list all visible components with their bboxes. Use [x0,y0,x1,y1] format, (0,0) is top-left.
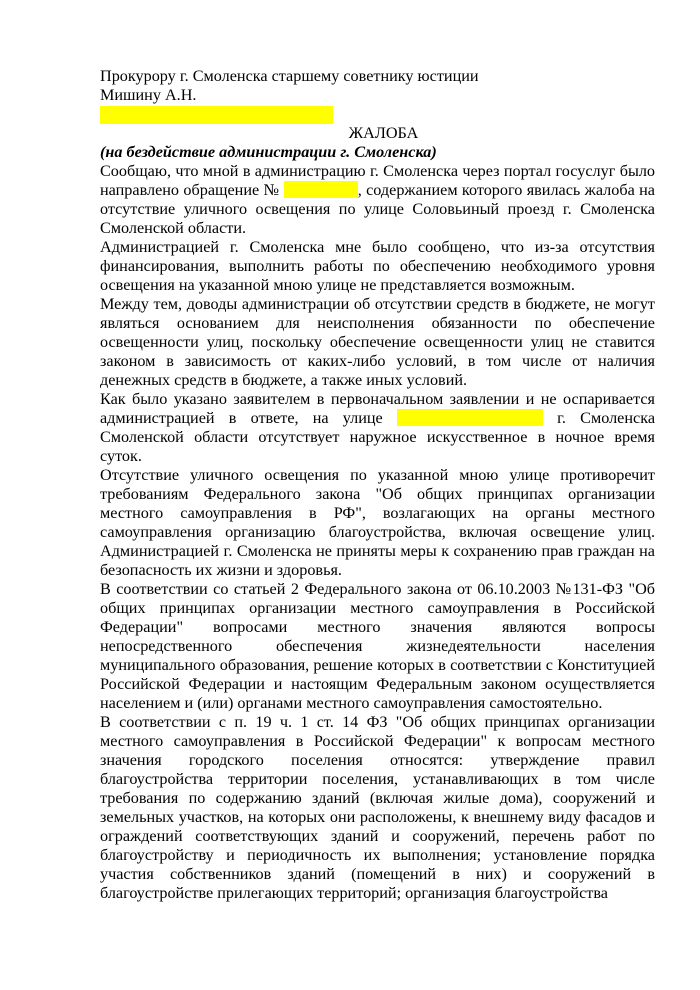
addressee-line-2: Мишину А.Н. [100,86,197,104]
complaint-document [100,67,655,903]
redacted-request-number [284,181,358,198]
paragraph-1-end: , содержанием которого явилась жалоба на отсутствие уличного освещения по улице Соловьиный проезд г. Смоленска Смоленской области. [100,181,655,237]
paragraph-1 [100,162,655,238]
paragraph-4-end: г. Смоленска Смоленской области отсутствует наружное искусственное в ночное время суток. [100,409,656,465]
paragraph-5: Отсутствие уличного освещения по указанной мною улице противоречит требованиям Федерального закона "Об общих принципах организации местного самоуправления в РФ", возлагающих на органы местного самоуправления организацию благоустройства, включая освещение улиц. Администрацией г. Смоленска не приняты меры к сохранению прав граждан на безопасность их жизни и здоровья. [100,466,655,579]
paragraph-1-start: Сообщаю, что мной в администрацию г. Смоленска через портал госуслуг было направлено обращение № [100,162,655,199]
redacted-street-name [397,409,543,426]
paragraph-6: В соответствии со статьей 2 Федерального закона от 06.10.2003 №131-ФЗ "Об общих принципах организации местного самоуправления в Российской Федерации" вопросами местного значения являются вопросы непосредственного обеспечения жизнедеятельности населения муниципального образования, решение которых в соответствии с Конституцией Российской Федерации и настоящим Федеральным законом осуществляется населением и (или) органами местного самоуправления самостоятельно. [100,580,655,712]
document-subtitle: (на бездействие администрации г. Смоленска) [100,143,437,161]
paragraph-4-start: Как было указано заявителем в первоначальном заявлении и не оспаривается администрацией в ответе, на улице [100,390,655,427]
document-title: ЖАЛОБА [348,124,419,142]
paragraph-7: В соответствии с п. 19 ч. 1 ст. 14 ФЗ "Об общих принципах организации местного самоуправления в Российской Федерации" к вопросам местного значения городского поселения относятся: утверждение правил благоустройства территории поселения, устанавливающих в том числе требования по содержанию зданий (включая жилые дома), сооружений и земельных участков, на которых они расположены, к внешнему виду фасадов и ограждений соответствующих зданий и сооружений, перечень работ по благоустройству и периодичность их выполнения; установление порядка участия собственников зданий (помещений в них) и сооружений в благоустройстве прилегающих территорий; организация благоустройства [100,713,655,902]
paragraph-3: Между тем, доводы администрации об отсутствии средств в бюджете, не могут являться основанием для неисполнения обязанности по обеспечение освещенности улиц, поскольку обеспечение освещенности улиц не ставится законом в зависимость от каких-либо условий, в том числе от наличия денежных средств в бюджете, а также иных условий. [100,295,655,389]
redacted-sender-highlight [100,106,333,124]
addressee-line-1: Прокурору г. Смоленска старшему советнику юстиции [100,67,479,85]
paragraph-4 [100,390,655,466]
paragraph-2: Администрацией г. Смоленска мне было сообщено, что из-за отсутствия финансирования, выполнить работы по обеспечению необходимого уровня освещения на указанной мною улице не представляется возможным. [100,238,655,294]
